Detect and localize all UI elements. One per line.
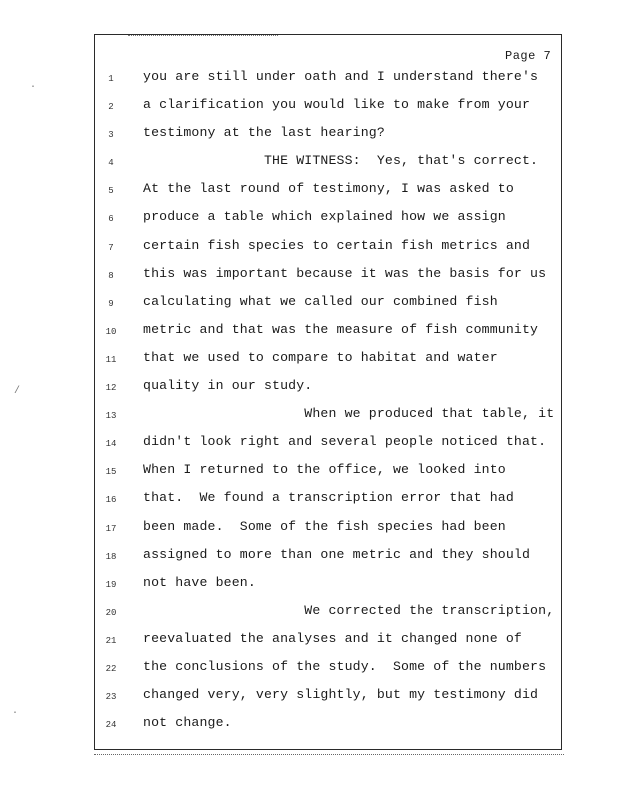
line-number: 1	[108, 74, 114, 84]
transcript-line	[100, 658, 558, 686]
line-number: 15	[105, 467, 117, 478]
line-number: 9	[108, 298, 114, 309]
transcript-line	[100, 574, 558, 602]
line-text: the conclusions of the study. Some of the numbers	[143, 658, 547, 674]
transcript-line	[100, 546, 558, 574]
line-text: We corrected the transcription,	[143, 602, 555, 618]
line-text: When we produced that table, it	[143, 406, 555, 422]
transcript-line	[100, 237, 558, 265]
transcript-body	[100, 68, 558, 742]
line-number: 24	[105, 720, 117, 731]
transcript-line	[100, 714, 558, 742]
line-text: you are still under oath and I understand there's	[143, 69, 539, 84]
line-text: When I returned to the office, we looked into	[143, 462, 506, 478]
line-text: this was important because it was the basis for us	[143, 265, 547, 281]
line-text: THE WITNESS: Yes, that's correct.	[143, 153, 539, 169]
transcript-line	[100, 349, 558, 377]
line-text: changed very, very slightly, but my testimony did	[143, 687, 539, 703]
transcript-line	[100, 686, 558, 714]
line-number: 3	[108, 130, 114, 141]
line-number: 21	[105, 635, 117, 646]
line-text: reevaluated the analyses and it changed none of	[143, 630, 522, 646]
line-text: produce a table which explained how we assign	[143, 209, 506, 225]
line-text: At the last round of testimony, I was asked to	[143, 181, 514, 197]
line-number: 18	[105, 551, 117, 562]
line-number: 20	[105, 607, 117, 618]
transcript-line	[100, 377, 558, 405]
transcript-line	[100, 433, 558, 461]
transcript-line	[100, 124, 558, 152]
top-scan-rule	[128, 35, 278, 37]
line-number: 6	[108, 214, 114, 225]
transcript-line	[100, 293, 558, 321]
line-number: 8	[108, 270, 114, 281]
transcript-line	[100, 180, 558, 208]
line-number: 17	[105, 523, 117, 534]
transcript-line	[100, 152, 558, 180]
line-text: testimony at the last hearing?	[143, 125, 385, 141]
line-number: 13	[105, 411, 117, 422]
transcript-line	[100, 405, 558, 433]
line-number: 11	[105, 354, 117, 365]
line-number: 22	[105, 663, 117, 674]
transcript-line	[100, 518, 558, 546]
transcript-line	[100, 461, 558, 489]
line-number: 19	[105, 579, 117, 590]
line-text: not change.	[143, 715, 232, 731]
line-text: not have been.	[143, 574, 256, 590]
line-text: assigned to more than one metric and they should	[143, 546, 531, 562]
line-number: 14	[105, 439, 117, 450]
line-number: 23	[105, 692, 117, 703]
line-number: 16	[105, 495, 117, 506]
bottom-scan-rule	[94, 754, 564, 755]
transcript-line	[100, 208, 558, 236]
transcript-line	[100, 321, 558, 349]
scan-mark: ·	[12, 708, 19, 719]
transcript-line	[100, 265, 558, 293]
line-number: 7	[108, 242, 114, 253]
line-text: metric and that was the measure of fish community	[143, 321, 539, 337]
line-number: 4	[108, 158, 114, 169]
line-text: a clarification you would like to make from your	[143, 97, 531, 113]
transcript-line	[100, 96, 558, 124]
line-number: 12	[105, 383, 117, 394]
transcript-line	[100, 489, 558, 517]
line-number: 10	[105, 326, 117, 337]
page-number: Page 7	[505, 49, 552, 63]
line-text: that we used to compare to habitat and water	[143, 349, 498, 365]
line-text: that. We found a transcription error that had	[143, 490, 514, 506]
transcript-line	[100, 630, 558, 658]
scan-mark: /	[14, 386, 21, 397]
line-number: 2	[108, 102, 114, 113]
transcript-line	[100, 602, 558, 630]
line-text: quality in our study.	[143, 378, 313, 394]
line-number: 5	[108, 186, 114, 197]
transcript-line	[100, 68, 558, 96]
line-text: calculating what we called our combined fish	[143, 293, 498, 309]
line-text: didn't look right and several people noticed that.	[143, 434, 547, 450]
line-text: been made. Some of the fish species had been	[143, 518, 506, 534]
scan-mark: ·	[30, 82, 37, 93]
line-text: certain fish species to certain fish metrics and	[143, 237, 531, 253]
